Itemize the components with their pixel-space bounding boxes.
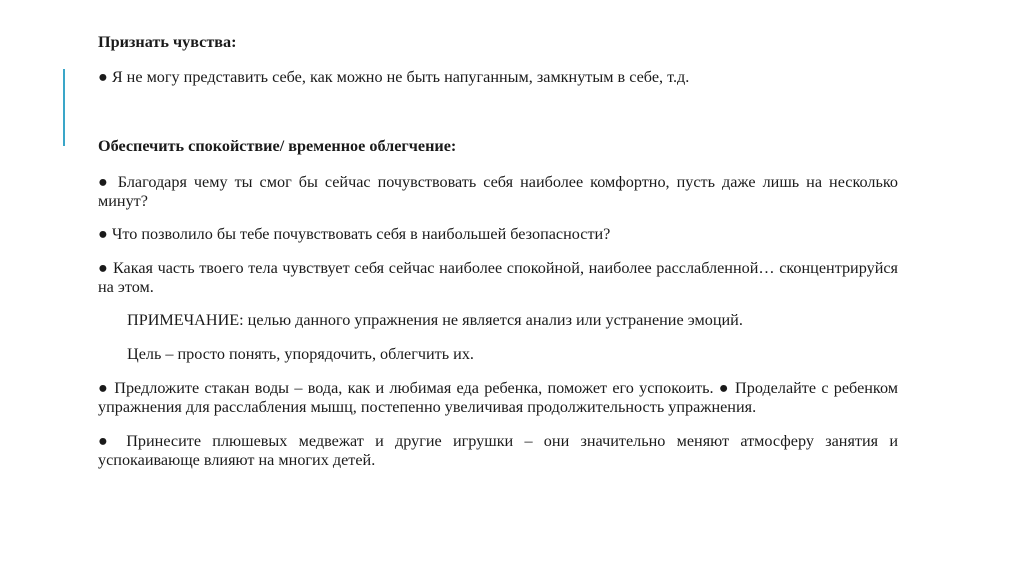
- bullet-calm-4: ● Предложите стакан воды – вода, как и любимая еда ребенка, поможет его успокоить. ● Проделайте с ребенком упражнения для расслабления мышц, постепенно увеличивая продолжительность упражнения.: [98, 379, 898, 416]
- bullet-calm-2: ● Что позволило бы тебе почувствовать себя в наибольшей безопасности?: [98, 225, 611, 243]
- bullet-acknowledge-1: ● Я не могу представить себе, как можно не быть напуганным, замкнутым в себе, т.д.: [98, 68, 690, 86]
- bullet-calm-5: ● Принесите плюшевых медвежат и другие игрушки – они значительно меняют атмосферу занятия и успокаивающе влияют на многих детей.: [98, 432, 898, 469]
- section-heading-acknowledge: Признать чувства:: [98, 33, 237, 51]
- accent-bar: [63, 69, 65, 146]
- slide-content: [98, 33, 898, 470]
- bullet-calm-3: ● Какая часть твоего тела чувствует себя сейчас наиболее спокойной, наиболее расслабленной… сконцентрируйся на этом.: [98, 259, 898, 296]
- note-line-2: Цель – просто понять, упорядочить, облегчить их.: [127, 345, 474, 363]
- section-heading-calm: Обеспечить спокойствие/ временное облегчение:: [98, 137, 457, 155]
- note-line-1: ПРИМЕЧАНИЕ: целью данного упражнения не является анализ или устранение эмоций.: [127, 311, 743, 329]
- bullet-calm-1: ● Благодаря чему ты смог бы сейчас почувствовать себя наиболее комфортно, пусть даже лишь на несколько минут?: [98, 173, 898, 210]
